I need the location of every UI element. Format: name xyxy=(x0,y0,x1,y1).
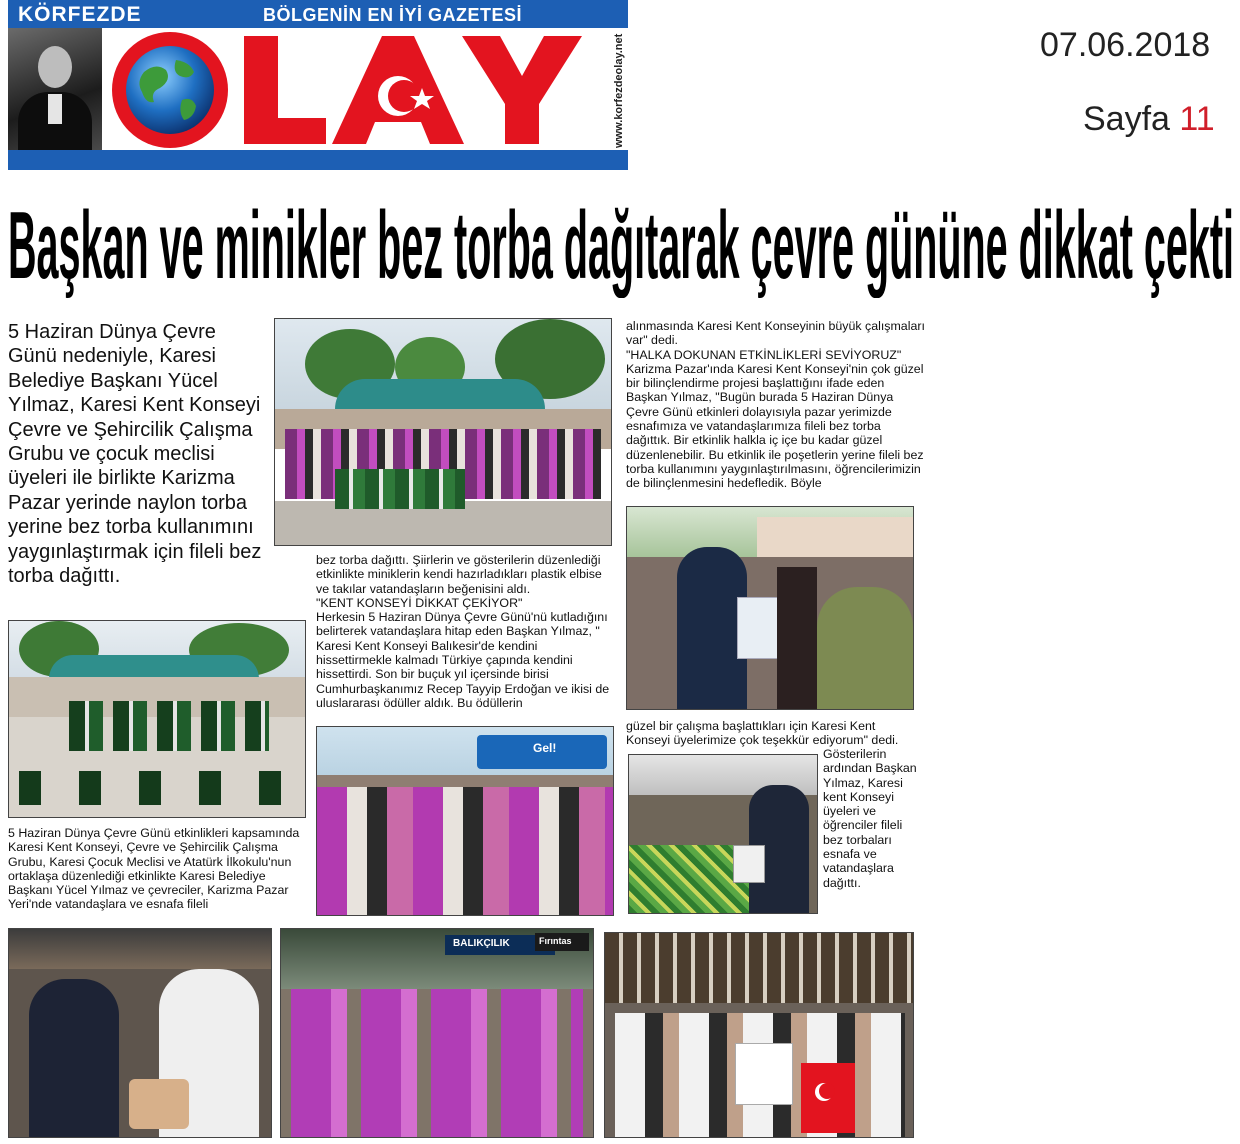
photo-group xyxy=(274,318,612,546)
page-label: Sayfa xyxy=(1083,100,1170,138)
page-number-value: 11 xyxy=(1179,100,1215,138)
site-url xyxy=(608,32,628,150)
page-number xyxy=(1083,100,1215,139)
issue-date: 07.06.2018 xyxy=(1040,26,1211,64)
masthead xyxy=(8,0,628,170)
masthead-tagline: BÖLGENİN EN İYİ GAZETESİ xyxy=(263,5,523,25)
article-lead: 5 Haziran Dünya Çevre Günü nedeniyle, Karesi Belediye Başkanı Yücel Yılmaz, Karesi Kent Konseyi Çevre ve Şehircilik Çalışma Grubu ve çocuk meclisi üyeleri ile birlikte Karizma Pazar yerinde naylon torba yerine bez torba kullanımını yaygınlaştırmak için fileli bez torba dağıttı. xyxy=(8,321,262,588)
masthead-bottom-bar xyxy=(8,150,628,170)
photo-sign-balikcilik: BALIKÇILIK xyxy=(453,938,510,949)
right-paragraph-1: alınmasında Karesi Kent Konseyinin büyük çalışmaları var" dedi. xyxy=(626,319,925,348)
headline-text: Başkan ve minikler bez torba dağıtarak çevre gününe dikkat çekti xyxy=(8,192,1234,298)
subhead-kent-konseyi: "KENT KONSEYİ DİKKAT ÇEKİYOR" xyxy=(316,595,523,610)
mid-paragraph-1: bez torba dağıttı. Şiirlerin ve gösterilerin düzenlediği etkinlikte miniklerin kendi hazırladıkları plastik elbise ve takılar vatandaşların beğenisini aldı. xyxy=(316,553,602,596)
photo-mayor-bag xyxy=(626,506,914,710)
photo-vegetable-stall xyxy=(628,754,818,914)
subhead-halka-dokunan: "HALKA DOKUNAN ETKİNLİKLERİ SEVİYORUZ" xyxy=(626,347,902,362)
photo-girls-dance xyxy=(280,928,594,1138)
article-mid-column xyxy=(316,553,612,710)
photo-group-flag xyxy=(604,932,914,1138)
article-right-column xyxy=(626,319,926,491)
photo-caption: 5 Haziran Dünya Çevre Günü etkinlikleri kapsamında Karesi Kent Konseyi, Çevre ve Şehircilik Çalışma Grubu, Karesi Çocuk Meclisi ve Atatürk İlkokulu'nun ortaklaşa düzenlediği etkinlikte Karesi Belediye Başkanı Yücel Yılmaz ve çevreciler, Karizma Pazar Yeri'nde vatandaşlara ve esnafa fileli xyxy=(8,826,300,912)
headline xyxy=(8,190,1234,298)
right-paragraph-2: Karizma Pazar'ında Karesi Kent Konseyi'nin çok güzel bir bilinçlendirme projesi başlattığını ifade eden Başkan Yılmaz, "Bugün burada 5 Haziran Dünya Çevre Günü etkinleri dolayısıyla pazar yerimizde esnafımıza ve vatandaşlarımıza fileli bez torba dağıttık. Bir etkinlik halkla iç içe bu kadar güzel düzenlenebilir. Bu etkinlik ile poşetlerin yerine fileli bez torba kullanımını yaygınlaştırılmasını, öğrencilerimizin de bilinçlenmesini hedefledik. Böyle xyxy=(626,361,924,491)
photo-sign-firintas: Fırıntas xyxy=(539,936,572,946)
photo-selfie xyxy=(316,726,614,916)
ataturk-portrait xyxy=(8,28,102,150)
olay-logo xyxy=(104,30,614,150)
photo-dance xyxy=(8,620,306,818)
photo-mayor-market xyxy=(8,928,272,1138)
mid-paragraph-2: Herkesin 5 Haziran Dünya Çevre Günü'nü kutladığını belirterek vatandaşlara hitap eden Başkan Yılmaz, " Karesi Kent Konseyi Balıkesir'de kendini hissettirmekle kalmadı Türkiye çapında kendini hissettirdi. Son bir buçuk yıl içersinde birisi Cumhurbaşkanımız Recep Tayyip Erdoğan ve ikisi de uluslararası ödüller aldık. Bu ödüllerin xyxy=(316,610,610,710)
photo-sign-gel: Gel! xyxy=(533,741,557,755)
brand-name: KÖRFEZDE xyxy=(18,3,142,26)
article-right-mid: güzel bir çalışma başlattıkları için Karesi Kent Konseyi üyelerimize çok teşekkür ediyorum" dedi. xyxy=(626,719,899,748)
article-right-narrow: Gösterilerin ardından Başkan Yılmaz, Karesi kent Konseyi üyeleri ve öğrenciler fileli bez torbaları esnafa ve vatandaşlara dağıttı. xyxy=(823,747,917,890)
site-url-text: www.korfezdeolay.net xyxy=(613,33,625,148)
